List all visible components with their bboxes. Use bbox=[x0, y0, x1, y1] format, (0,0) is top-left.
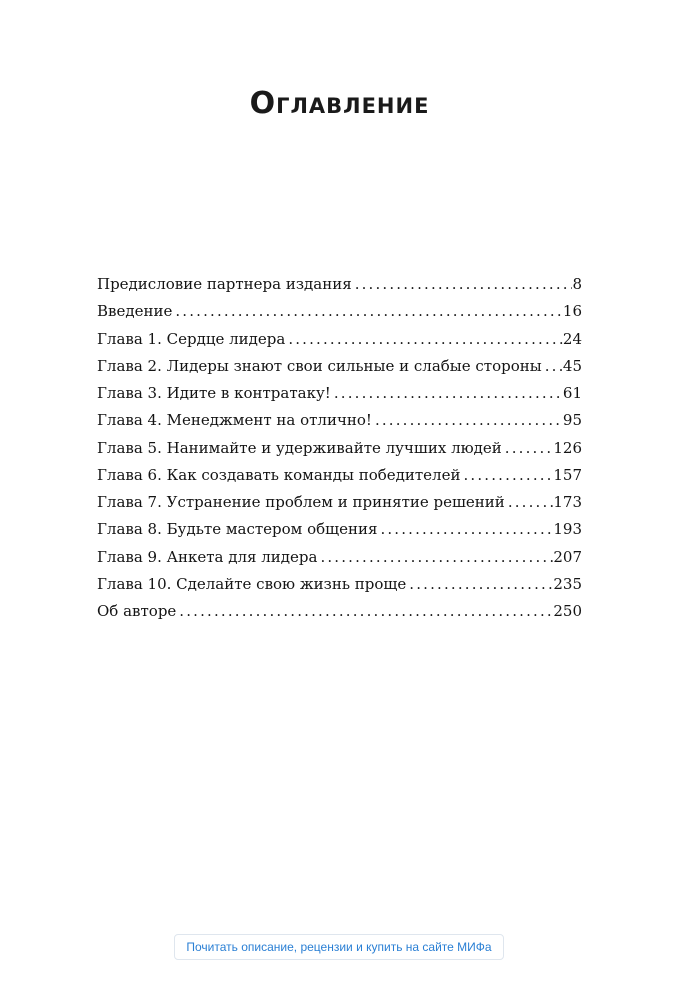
page-title: Оглавление bbox=[249, 86, 430, 121]
toc-leader-dots bbox=[331, 380, 563, 407]
toc-entry bbox=[97, 462, 582, 489]
toc-leader-dots bbox=[352, 271, 573, 298]
toc-entry-label: Глава 10. Сделайте свою жизнь проще bbox=[97, 574, 407, 593]
toc-entry bbox=[97, 353, 582, 380]
toc-entry bbox=[97, 489, 582, 516]
buy-on-mif-link[interactable]: Почитать описание, рецензии и купить на сайте МИФа bbox=[174, 934, 504, 960]
toc-leader-dots bbox=[542, 353, 563, 380]
toc-leader-dots bbox=[372, 407, 563, 434]
toc-entry-page: 173 bbox=[553, 493, 582, 511]
toc-entry-label: Об авторе bbox=[97, 602, 177, 620]
toc-entry bbox=[97, 380, 582, 407]
toc-entry-label: Глава 3. Идите в контратаку! bbox=[97, 384, 331, 402]
toc-entry bbox=[97, 271, 582, 298]
toc-entry-label: Глава 8. Будьте мастером общения bbox=[97, 520, 378, 539]
toc-entry bbox=[97, 407, 582, 434]
toc-entry-page: 95 bbox=[562, 411, 582, 430]
toc-leader-dots bbox=[176, 598, 553, 625]
toc-leader-dots bbox=[317, 544, 553, 571]
toc-entry-page: 126 bbox=[553, 438, 582, 457]
toc-entry-page: 250 bbox=[553, 602, 582, 620]
toc-leader-dots bbox=[377, 516, 553, 543]
toc-leader-dots bbox=[406, 571, 553, 598]
toc-entry-page: 207 bbox=[553, 547, 582, 566]
table-of-contents bbox=[97, 271, 582, 625]
toc-leader-dots bbox=[505, 489, 554, 516]
toc-entry-page: 8 bbox=[572, 275, 582, 293]
toc-entry bbox=[97, 298, 582, 325]
toc-entry-page: 16 bbox=[562, 302, 582, 321]
toc-entry-page: 45 bbox=[562, 356, 582, 375]
toc-entry bbox=[97, 326, 582, 353]
toc-entry-label: Предисловие партнера издания bbox=[97, 275, 352, 293]
toc-entry-label: Введение bbox=[97, 302, 173, 321]
toc-leader-dots bbox=[502, 435, 554, 462]
toc-leader-dots bbox=[285, 326, 563, 353]
toc-entry bbox=[97, 598, 582, 625]
toc-entry-label: Глава 4. Менеджмент на отлично! bbox=[97, 411, 372, 430]
toc-entry-page: 235 bbox=[553, 574, 582, 593]
toc-entry-label: Глава 6. Как создавать команды победителей bbox=[97, 465, 461, 484]
toc-entry-label: Глава 7. Устранение проблем и принятие решений bbox=[97, 493, 505, 511]
toc-entry bbox=[97, 571, 582, 598]
toc-entry-page: 157 bbox=[553, 465, 582, 484]
toc-entry-label: Глава 2. Лидеры знают свои сильные и слабые стороны bbox=[97, 356, 542, 375]
toc-entry bbox=[97, 516, 582, 543]
toc-entry-label: Глава 9. Анкета для лидера bbox=[97, 547, 318, 566]
toc-entry-page: 24 bbox=[562, 329, 582, 348]
toc-entry bbox=[97, 435, 582, 462]
toc-entry-label: Глава 5. Нанимайте и удерживайте лучших людей bbox=[97, 438, 502, 457]
toc-entry bbox=[97, 544, 582, 571]
toc-entry-label: Глава 1. Сердце лидера bbox=[97, 329, 286, 348]
toc-entry-page: 193 bbox=[553, 520, 582, 539]
toc-entry-page: 61 bbox=[562, 384, 582, 402]
toc-leader-dots bbox=[172, 298, 563, 325]
toc-leader-dots bbox=[460, 462, 553, 489]
